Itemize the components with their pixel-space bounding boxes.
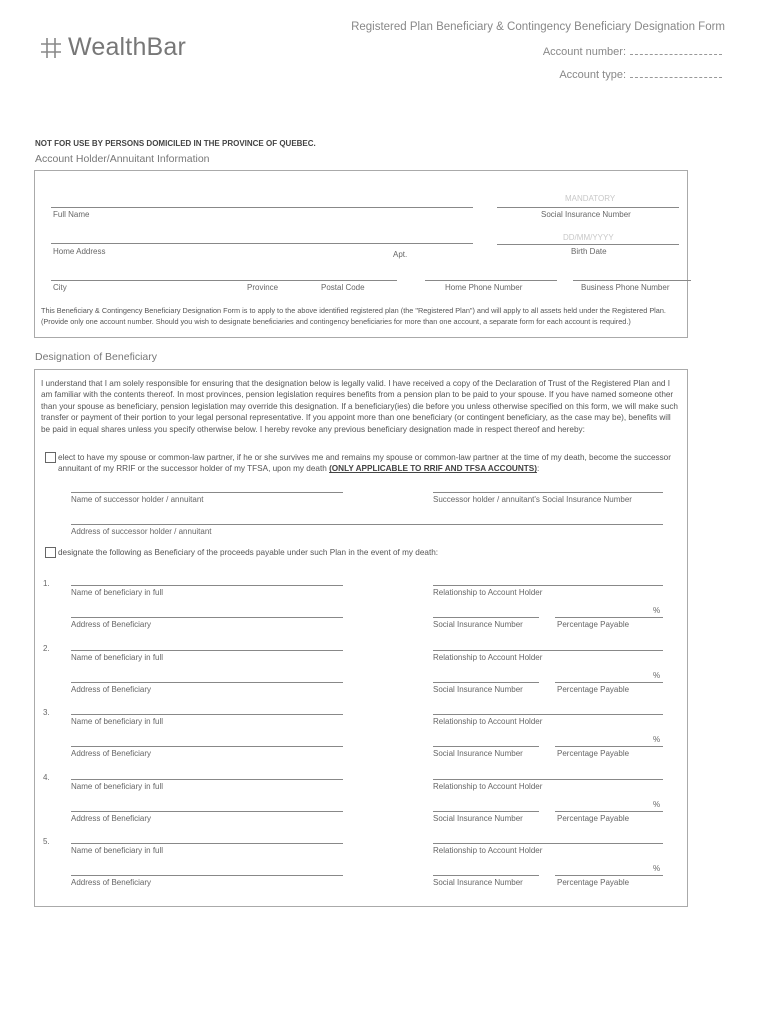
- account-number-row: [543, 46, 722, 58]
- beneficiary-sin-field[interactable]: [433, 682, 539, 683]
- business-phone-label: Business Phone Number: [581, 283, 670, 292]
- successor-name-label: Name of successor holder / annuitant: [71, 495, 204, 504]
- successor-address-label: Address of successor holder / annuitant: [71, 527, 212, 536]
- beneficiary-address-field[interactable]: [71, 875, 343, 876]
- beneficiary-address-field[interactable]: [71, 617, 343, 618]
- beneficiary-percentage-field[interactable]: [555, 811, 663, 812]
- beneficiary-percentage-field[interactable]: [555, 875, 663, 876]
- beneficiary-number: 2.: [43, 643, 50, 653]
- beneficiary-percentage-label: Percentage Payable: [557, 878, 630, 887]
- account-type-row: [559, 69, 722, 81]
- home-phone-field[interactable]: [425, 280, 557, 281]
- beneficiary-number: 4.: [43, 772, 50, 782]
- successor-sin-field[interactable]: [433, 492, 663, 493]
- home-address-label: Home Address: [53, 247, 106, 256]
- account-holder-box: [34, 170, 688, 338]
- option1-main: elect to have my spouse or common-law partner, if he or she survives me and remains my spouse or common-law partner at the time of my death, become the successor annuitant of my RRIF or the successor holder of my TFSA, upon my death: [58, 453, 671, 474]
- full-name-field[interactable]: [51, 207, 473, 208]
- beneficiary-sin-field[interactable]: [433, 875, 539, 876]
- home-phone-label: Home Phone Number: [445, 283, 523, 292]
- full-name-label: Full Name: [53, 210, 90, 219]
- plan-note: This Beneficiary & Contingency Beneficiary Designation Form is to apply to the above identified registered plan (the "Registered Plan") and will apply to all assets held under the Registered Plan. (Provide only one account number. Should you wish to designate beneficiaries and contingency beneficiaries for more than one account, a separate form for each account is required.): [41, 306, 666, 326]
- beneficiary-percentage-label: Percentage Payable: [557, 684, 630, 694]
- postal-code-label: Postal Code: [321, 283, 365, 292]
- apt-label: Apt.: [393, 250, 408, 259]
- percent-symbol: %: [653, 735, 661, 744]
- option1-emphasis: (ONLY APPLICABLE TO RRIF AND TFSA ACCOUNTS): [329, 464, 537, 474]
- birth-date-label: Birth Date: [571, 247, 607, 256]
- wealthbar-grid-icon: [40, 37, 62, 59]
- beneficiary-relationship-label: Relationship to Account Holder: [433, 846, 543, 855]
- beneficiary-number: 5.: [43, 837, 50, 846]
- beneficiary-name-label: Name of beneficiary in full: [71, 588, 164, 597]
- beneficiary-address-field[interactable]: [71, 682, 343, 683]
- beneficiary-name-field[interactable]: [71, 843, 343, 844]
- beneficiary-address-field[interactable]: [71, 811, 343, 812]
- account-number-label: Account number:: [542, 46, 626, 58]
- beneficiary-relationship-label: Relationship to Account Holder: [433, 652, 543, 662]
- successor-sin-label: Successor holder / annuitant's Social Insurance Number: [433, 495, 632, 504]
- beneficiary-sin-label: Social Insurance Number: [433, 749, 523, 758]
- business-phone-field[interactable]: [573, 280, 691, 281]
- beneficiary-relationship-field[interactable]: [433, 779, 663, 780]
- logo-text: WealthBar: [68, 33, 187, 61]
- beneficiary-relationship-field[interactable]: [433, 843, 663, 844]
- beneficiary-relationship-label: Relationship to Account Holder: [433, 717, 543, 726]
- option1-suffix: :: [536, 464, 540, 474]
- quebec-notice: NOT FOR USE BY PERSONS DOMICILED IN THE PROVINCE OF QUEBEC.: [35, 139, 316, 148]
- account-number-field[interactable]: [630, 46, 722, 55]
- option1-text: [58, 452, 678, 475]
- beneficiary-address-field[interactable]: [71, 746, 343, 747]
- beneficiary-percentage-field[interactable]: [555, 617, 663, 618]
- beneficiary-name-field[interactable]: [71, 650, 343, 651]
- beneficiary-name-field[interactable]: [71, 585, 343, 586]
- account-holder-heading: Account Holder/Annuitant Information: [35, 153, 210, 165]
- beneficiary-relationship-label: Relationship to Account Holder: [433, 588, 543, 597]
- city-label: City: [53, 283, 67, 292]
- form-title: Registered Plan Beneficiary & Contingency Beneficiary Designation Form: [351, 21, 725, 33]
- province-label: Province: [247, 283, 279, 292]
- beneficiary-name-field[interactable]: [71, 779, 343, 780]
- beneficiary-name-label: Name of beneficiary in full: [71, 846, 164, 855]
- beneficiary-sin-field[interactable]: [433, 811, 539, 812]
- beneficiary-checkbox[interactable]: [45, 547, 56, 558]
- wealthbar-logo: [40, 33, 186, 62]
- beneficiary-relationship-field[interactable]: [433, 714, 663, 715]
- beneficiary-address-label: Address of Beneficiary: [71, 813, 152, 823]
- beneficiary-number: 1.: [43, 579, 50, 588]
- beneficiary-address-label: Address of Beneficiary: [71, 684, 152, 694]
- beneficiary-sin-label: Social Insurance Number: [433, 620, 523, 629]
- designation-heading: Designation of Beneficiary: [35, 351, 157, 363]
- beneficiary-name-label: Name of beneficiary in full: [71, 781, 164, 791]
- percent-symbol: %: [653, 799, 661, 809]
- home-address-field[interactable]: [51, 243, 473, 244]
- beneficiary-sin-label: Social Insurance Number: [433, 813, 523, 823]
- beneficiary-sin-label: Social Insurance Number: [433, 878, 523, 887]
- beneficiary-address-label: Address of Beneficiary: [71, 878, 152, 887]
- beneficiary-percentage-label: Percentage Payable: [557, 620, 630, 629]
- beneficiary-percentage-label: Percentage Payable: [557, 749, 630, 758]
- sin-field[interactable]: [497, 207, 679, 208]
- beneficiary-number: 3.: [43, 708, 50, 717]
- beneficiary-name-label: Name of beneficiary in full: [71, 717, 164, 726]
- percent-symbol: %: [653, 606, 661, 615]
- account-type-field[interactable]: [630, 69, 722, 78]
- successor-checkbox[interactable]: [45, 452, 56, 463]
- beneficiary-percentage-label: Percentage Payable: [557, 813, 630, 823]
- city-province-postal-field[interactable]: [51, 280, 397, 281]
- beneficiary-percentage-field[interactable]: [555, 746, 663, 747]
- beneficiary-relationship-field[interactable]: [433, 650, 663, 651]
- birth-date-hint: DD/MM/YYYY: [563, 233, 614, 242]
- beneficiary-address-label: Address of Beneficiary: [71, 620, 152, 629]
- successor-address-field[interactable]: [71, 524, 663, 525]
- percent-symbol: %: [653, 864, 661, 873]
- beneficiary-sin-field[interactable]: [433, 617, 539, 618]
- sin-label: Social Insurance Number: [541, 210, 631, 219]
- beneficiary-sin-label: Social Insurance Number: [433, 684, 523, 694]
- beneficiary-relationship-label: Relationship to Account Holder: [433, 781, 543, 791]
- designation-box: [34, 369, 688, 907]
- option2-text: designate the following as Beneficiary of the proceeds payable under such Plan in the event of my death:: [58, 548, 439, 557]
- successor-name-field[interactable]: [71, 492, 343, 493]
- birth-date-field[interactable]: [497, 244, 679, 245]
- beneficiary-sin-field[interactable]: [433, 746, 539, 747]
- beneficiary-address-label: Address of Beneficiary: [71, 749, 152, 758]
- designation-intro: I understand that I am solely responsible for ensuring that the designation below is legally valid. I have received a copy of the Declaration of Trust of the Registered Plan and I am familiar with the contents thereof. In most provinces, pension legislation requires benefits from a pension plan to be paid to your spouse. If you have named someone other than your spouse as beneficiary, pension legislation may override this designation. If a beneficiary(ies) die before you unless otherwise specified on this form, we will make such transfer or payment of their portion to your legal personal representative. If you appoint more than one beneficiary (or contingent beneficiary, as the case may be), benefits will be paid in equal shares unless you specify otherwise below. I hereby revoke any previous beneficiary designation made in respect thereof and hereby:: [41, 379, 678, 434]
- beneficiary-name-field[interactable]: [71, 714, 343, 715]
- beneficiary-name-label: Name of beneficiary in full: [71, 652, 164, 662]
- percent-symbol: %: [653, 670, 661, 680]
- mandatory-hint: MANDATORY: [565, 194, 616, 203]
- beneficiary-relationship-field[interactable]: [433, 585, 663, 586]
- beneficiary-percentage-field[interactable]: [555, 682, 663, 683]
- account-type-label: Account type:: [559, 69, 626, 81]
